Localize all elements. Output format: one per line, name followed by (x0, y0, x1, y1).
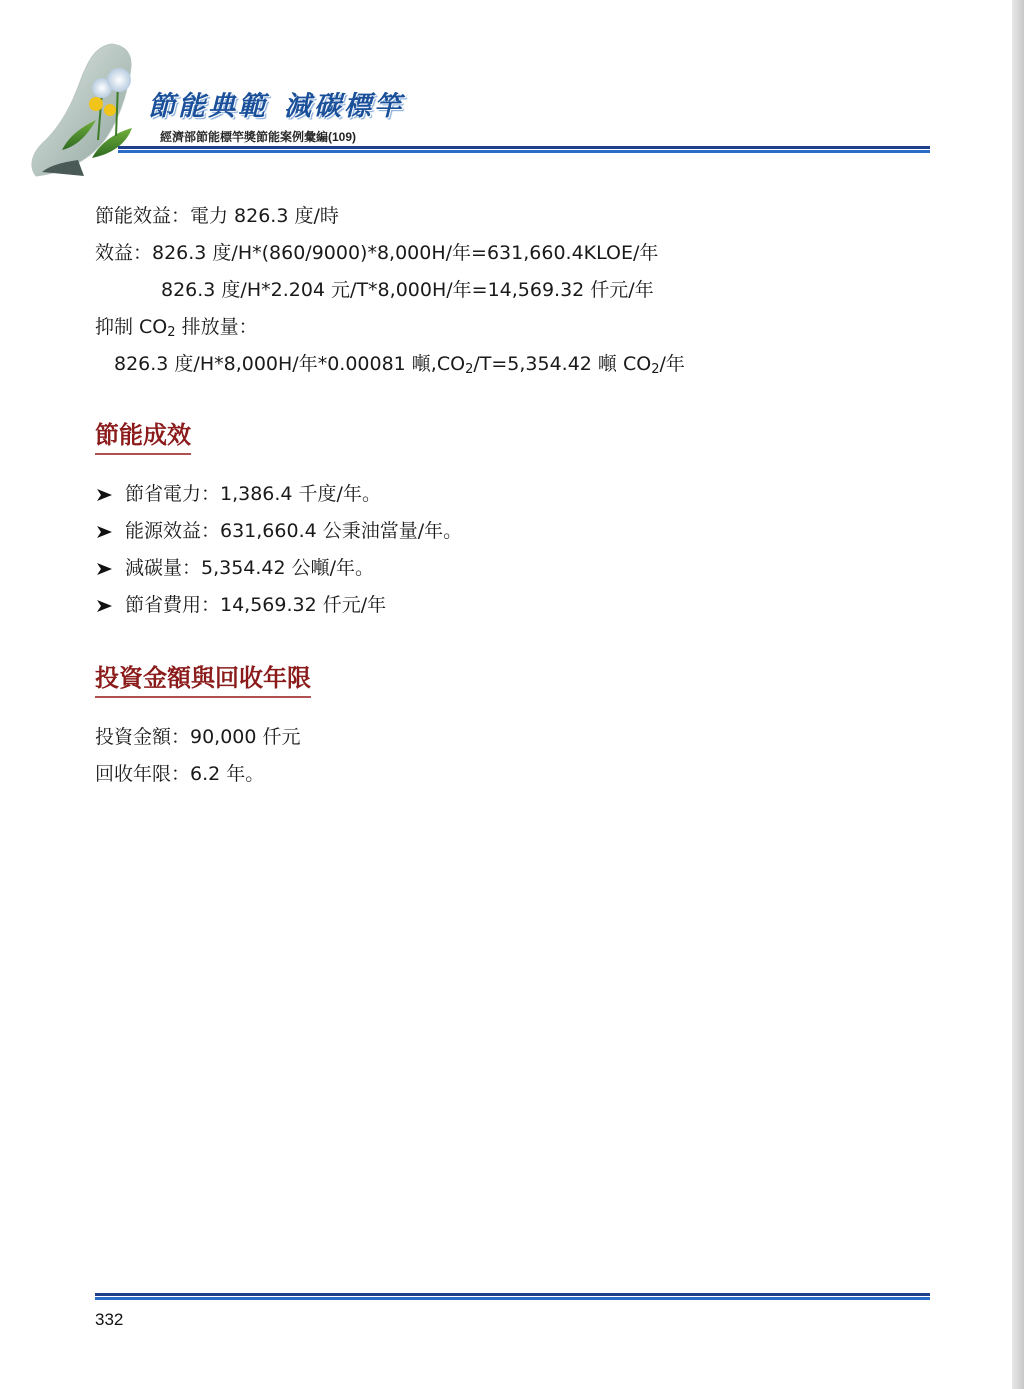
list-item (95, 476, 935, 513)
results-heading: 節能成效 (95, 419, 191, 455)
page-number: 332 (95, 1310, 124, 1329)
co2-label-sub: 2 (167, 325, 176, 340)
arrow-bullet-icon (95, 525, 115, 539)
co2-label-prefix: 抑制 CO (95, 316, 168, 338)
co2-label (95, 309, 935, 346)
co2-formula-sub2: 2 (651, 362, 660, 377)
result-item-text: 節省電力：1,386.4 千度/年。 (125, 483, 381, 505)
benefit-line-1: 效益：826.3 度/H*(860/9000)*8,000H/年=631,660.4KLOE/年 (95, 242, 659, 264)
publication-subtitle: 經濟部節能標竿獎節能案例彙編(109) (160, 130, 357, 144)
co2-formula-a: 826.3 度/H*8,000H/年*0.00081 噸,CO (114, 353, 466, 375)
arrow-bullet-icon (95, 488, 115, 502)
title-part2: 減碳標竿 (284, 91, 404, 122)
list-item (95, 513, 935, 550)
benefit-line-2: 826.3 度/H*2.204 元/T*8,000H/年=14,569.32 仟元/年 (161, 279, 654, 301)
result-item-text: 減碳量：5,354.42 公噸/年。 (125, 557, 375, 579)
co2-formula-b: /T=5,354.42 噸 CO (473, 353, 652, 375)
page-edge-shadow (1012, 0, 1024, 1389)
main-content (95, 198, 935, 793)
investment-amount: 投資金額：90,000 仟元 (95, 726, 301, 748)
co2-formula-sub1: 2 (465, 362, 474, 377)
arrow-bullet-icon (95, 599, 115, 613)
investment-heading: 投資金額與回收年限 (95, 662, 311, 698)
page-header (0, 0, 1024, 190)
taiwan-dandelion-logo (22, 40, 147, 180)
result-item-text: 節省費用：14,569.32 仟元/年 (125, 594, 387, 616)
co2-formula-c: /年 (659, 353, 685, 375)
footer-rule (95, 1293, 930, 1301)
saving-line: 節能效益：電力 826.3 度/時 (95, 205, 339, 227)
title-part1: 節能典範 (148, 91, 268, 122)
publication-title (148, 84, 404, 123)
co2-formula (95, 346, 935, 383)
co2-label-suffix: 排放量： (175, 316, 258, 338)
payback-period: 回收年限：6.2 年。 (95, 763, 265, 785)
list-item (95, 587, 935, 624)
header-rule (118, 146, 930, 153)
result-item-text: 能源效益：631,660.4 公秉油當量/年。 (125, 520, 463, 542)
list-item (95, 550, 935, 587)
arrow-bullet-icon (95, 562, 115, 576)
